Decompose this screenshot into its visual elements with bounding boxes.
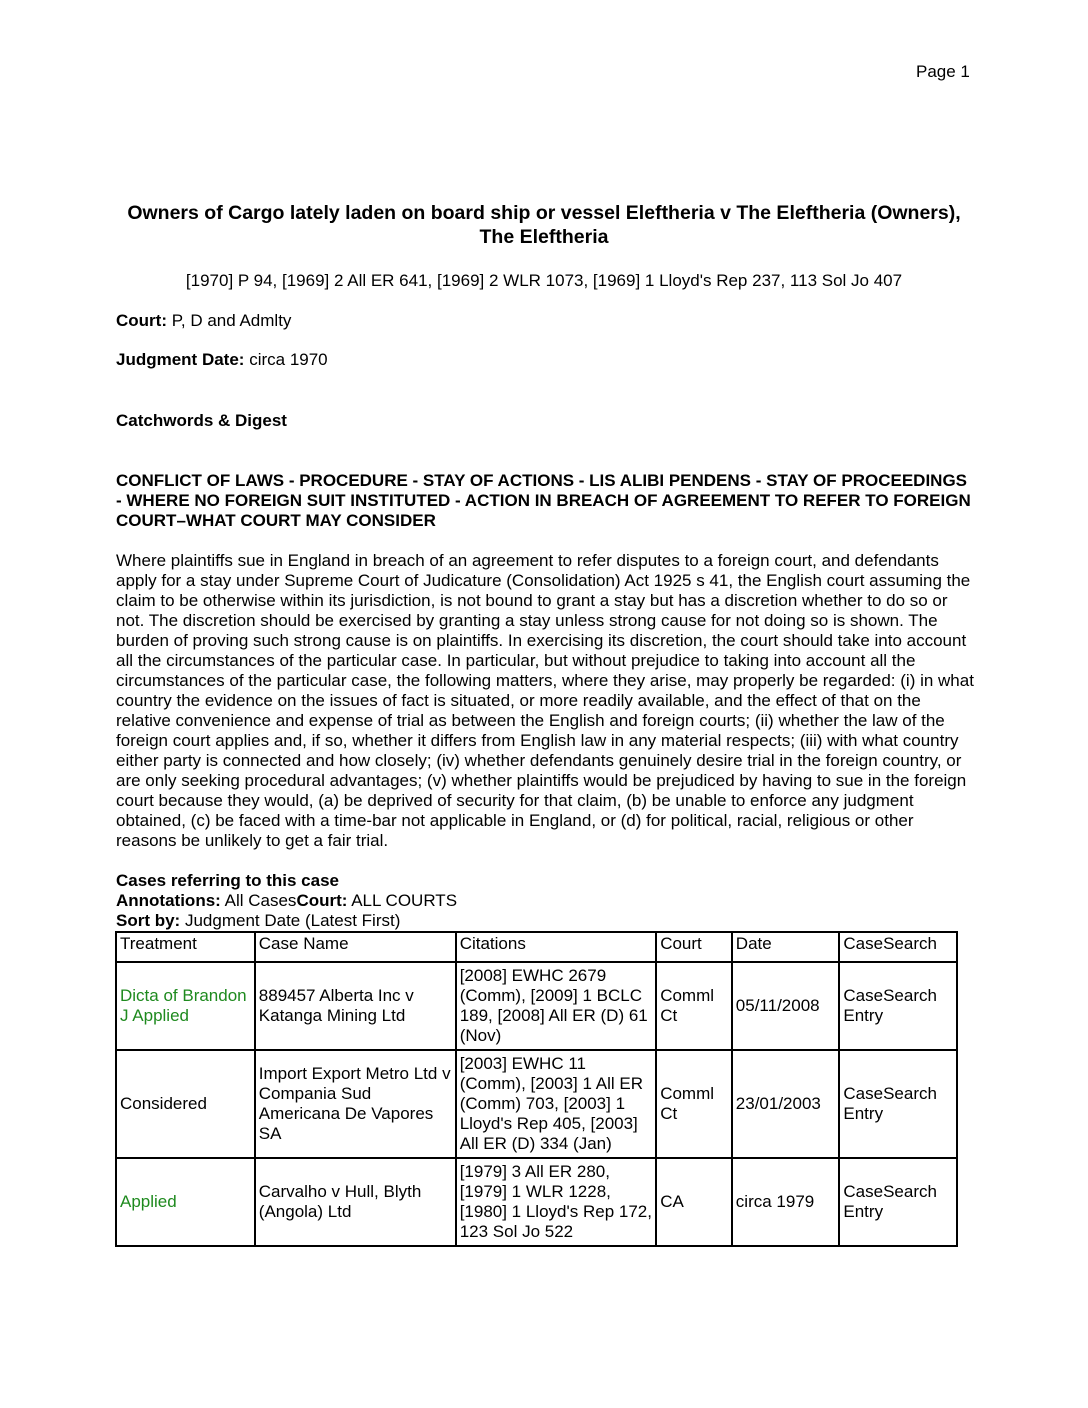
date-cell: circa 1979 [732,1158,840,1246]
court-cell: CA [656,1158,732,1246]
case-name-link[interactable]: Import Export Metro Ltd v Compania Sud Americana De Vapores SA [255,1050,456,1158]
citations-cell: [2008] EWHC 2679 (Comm), [2009] 1 BCLC 189, [2008] All ER (D) 61 (Nov) [456,962,657,1050]
references-court-label: Court: [296,891,348,910]
annotations-label: Annotations: [116,891,221,910]
date-cell: 05/11/2008 [732,962,840,1050]
judgment-date-field [116,350,328,370]
sort-value: Judgment Date (Latest First) [184,911,401,930]
court-cell: Comml Ct [656,1050,732,1158]
case-name-link[interactable]: 889457 Alberta Inc v Katanga Mining Ltd [255,962,456,1050]
references-heading: Cases referring to this case [116,871,339,890]
references-court-value: ALL COURTS [351,891,458,910]
catchwords: CONFLICT OF LAWS - PROCEDURE - STAY OF ACTIONS - LIS ALIBI PENDENS - STAY OF PROCEEDINGS - WHERE NO FOREIGN SUIT INSTITUTED - ACTION IN BREACH OF AGREEMENT TO REFER TO FOREIGN COURT–WHAT COURT MAY CONSIDER [116,471,971,530]
references-header [116,871,457,931]
judgment-date-label: Judgment Date: [116,350,245,369]
header-case-name: Case Name [255,932,456,962]
casesearch-link[interactable]: CaseSearch Entry [839,1050,957,1158]
casesearch-link[interactable]: CaseSearch Entry [839,1158,957,1246]
table-row [116,962,957,1050]
table-header-row [116,932,957,962]
casesearch-link[interactable]: CaseSearch Entry [839,962,957,1050]
case-title: Owners of Cargo lately laden on board ship or vessel Eleftheria v The Eleftheria (Owners), The Eleftheria [127,202,961,248]
treatment-cell: Applied [116,1158,255,1246]
case-name-link[interactable]: Carvalho v Hull, Blyth (Angola) Ltd [255,1158,456,1246]
page-number: Page 1 [916,62,970,81]
header-treatment: Treatment [116,932,255,962]
cases-table [115,931,958,1247]
citations-cell: [1979] 3 All ER 280, [1979] 1 WLR 1228, [1980] 1 Lloyd's Rep 172, 123 Sol Jo 522 [456,1158,657,1246]
court-field [116,311,291,331]
court-cell: Comml Ct [656,962,732,1050]
judgment-date-value: circa 1970 [249,350,328,369]
header-casesearch: CaseSearch [839,932,957,962]
court-label: Court: [116,311,167,330]
digest-body: Where plaintiffs sue in England in breach of an agreement to refer disputes to a foreign court, and defendants apply for a stay under Supreme Court of Judicature (Consolidation) Act 1925 s 41, the English court assuming the claim to be otherwise within its jurisdiction, is not bound to grant a stay but has a discretion whether to do so or not. The discretion should be exercised by granting a stay unless strong cause for not doing so is shown. The burden of proving such strong cause is on plaintiffs. In exercising its discretion, the court should take into account all the circumstances of the particular case. In particular, but without prejudice to taking into account all the circumstances of the particular case, the following matters, where they arise, may properly be regarded: (i) in what country the evidence on the issues of fact is situated, or more readily available, and the effect of that on the relative convenience and expense of trial as between the English and foreign courts; (ii) whether the law of the foreign court applies and, if so, whether it differs from English law in any material respects; (iii) with what country either party is connected and how closely; (iv) whether defendants genuinely desire trial in the foreign country, or are only seeking procedural advantages; (v) whether plaintiffs would be prejudiced by having to sue in the foreign court because they would, (a) be deprived of security for that claim, (b) be unable to enforce any judgment obtained, (c) be faced with a time-bar not applicable in England, or (d) for political, racial, religious or other reasons be unlikely to get a fair trial. [116,551,974,850]
annotations-value: All Cases [224,891,297,910]
court-value: P, D and Admlty [171,311,292,330]
date-cell: 23/01/2003 [732,1050,840,1158]
table-row [116,1158,957,1246]
header-court: Court [656,932,732,962]
sort-label: Sort by: [116,911,181,930]
citations-cell: [2003] EWHC 11 (Comm), [2003] 1 All ER (Comm) 703, [2003] 1 Lloyd's Rep 405, [2003] All ER (D) 334 (Jan) [456,1050,657,1158]
treatment-cell: Considered [116,1050,255,1158]
table-row [116,1050,957,1158]
header-date: Date [732,932,840,962]
digest-heading: Catchwords & Digest [116,411,287,430]
treatment-cell: Dicta of Brandon J Applied [116,962,255,1050]
header-citations: Citations [456,932,657,962]
case-citations: [1970] P 94, [1969] 2 All ER 641, [1969] 2 WLR 1073, [1969] 1 Lloyd's Rep 237, 113 Sol Jo 407 [185,271,903,290]
